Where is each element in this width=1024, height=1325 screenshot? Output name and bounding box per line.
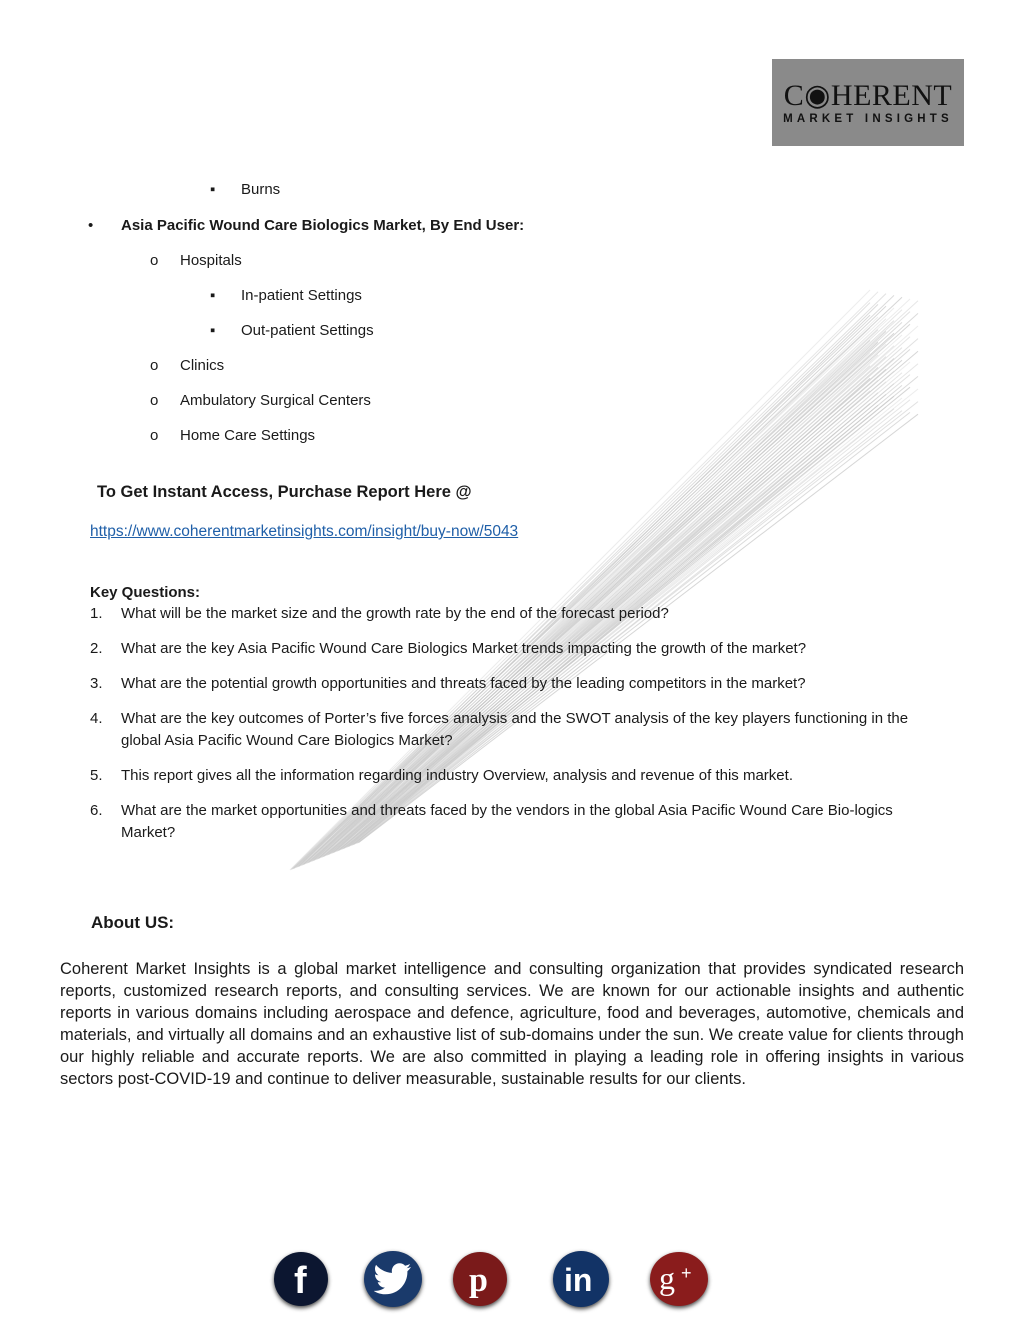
about-body: Coherent Market Insights is a global market intelligence and consulting organization that provides syndicated research reports, customized research reports, and consulting services. We are known for our actionable insights and authentic reports in various domains including aerospace and defence, agriculture, food and beverages, automotive, chemicals and materials, and virtually all domains and an exhaustive list of sub-domains under the sun. We create value for clients through our highly reliable and accurate reports. We are also committed in playing a leading role in offering insights in various sectors post-COVID-19 and continue to deliver measurable, sustainable results for our clients. [60, 960, 964, 1088]
purchase-link[interactable]: https://www.coherentmarketinsights.com/insight/buy-now/5043 [90, 523, 519, 540]
list-item-hospitals: Hospitals [180, 252, 242, 269]
svg-text:p: p [469, 1262, 488, 1299]
list-item-ambulatory: Ambulatory Surgical Centers [180, 392, 371, 409]
company-logo [772, 59, 964, 146]
about-title: About US: [91, 913, 175, 932]
list-item-home-care: Home Care Settings [180, 427, 316, 444]
square-bullet: ▪ [210, 322, 216, 339]
question-text: What will be the market size and the growth rate by the end of the forecast period? [121, 605, 669, 622]
pinterest-glyph [463, 1259, 497, 1299]
question-text: This report gives all the information regarding industry Overview, analysis and revenue of this market. [121, 767, 793, 784]
circle-bullet: o [150, 357, 159, 374]
square-bullet: ▪ [210, 181, 216, 198]
question-number: 3. [90, 675, 103, 692]
linkedin-glyph [561, 1261, 601, 1297]
question-number: 5. [90, 767, 103, 784]
square-bullet: ▪ [210, 287, 216, 304]
logo-text: C◉HERENT [783, 79, 953, 112]
facebook-glyph [286, 1259, 316, 1299]
question-number: 1. [90, 605, 103, 622]
circle-bullet: o [150, 427, 159, 444]
pinterest-icon[interactable] [453, 1252, 507, 1306]
list-item-clinics: Clinics [180, 357, 225, 374]
linkedin-icon[interactable] [553, 1251, 609, 1307]
svg-text:in: in [564, 1262, 593, 1297]
question-number: 2. [90, 640, 103, 657]
disc-bullet: • [88, 217, 94, 234]
question-text: What are the market opportunities and threats faced by the vendors in the global Asia Pacific Wound Care Bio-logics Market? [121, 802, 893, 841]
google-plus-icon[interactable] [650, 1252, 708, 1306]
facebook-icon[interactable] [274, 1252, 328, 1306]
question-text: What are the potential growth opportunities and threats faced by the leading competitors in the market? [121, 675, 806, 692]
list-item-outpatient: Out-patient Settings [241, 322, 374, 339]
end-user-heading: Asia Pacific Wound Care Biologics Market, By End User: [121, 217, 525, 234]
svg-text:+: + [681, 1263, 692, 1283]
list-item-inpatient: In-patient Settings [241, 287, 362, 304]
circle-bullet: o [150, 392, 159, 409]
question-text: What are the key outcomes of Porter’s five forces analysis and the SWOT analysis of the key players functioning in the global Asia Pacific Wound Care Biologics Market? [121, 710, 909, 749]
google-plus-glyph [657, 1259, 701, 1299]
question-number: 4. [90, 710, 103, 727]
svg-text:f: f [294, 1260, 307, 1299]
twitter-bird-glyph [374, 1263, 412, 1295]
key-questions-title: Key Questions: [90, 584, 201, 601]
question-number: 6. [90, 802, 103, 819]
svg-text:g: g [659, 1260, 675, 1296]
twitter-icon[interactable] [364, 1251, 422, 1307]
logo-subtext: MARKET INSIGHTS [783, 113, 953, 125]
purchase-heading: To Get Instant Access, Purchase Report Here @ [97, 483, 472, 501]
question-text: What are the key Asia Pacific Wound Care Biologics Market trends impacting the growth of the market? [121, 640, 807, 657]
circle-bullet: o [150, 252, 159, 269]
list-item-burns: Burns [241, 181, 281, 198]
